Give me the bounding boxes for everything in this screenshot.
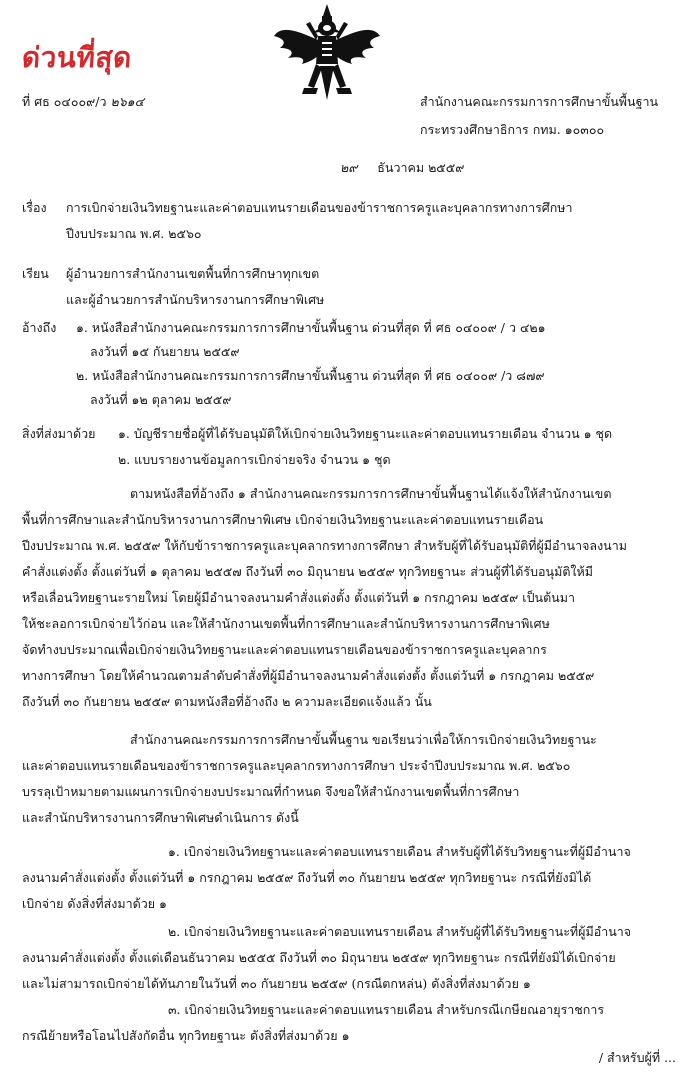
paragraph-line: เบิกจ่าย ดังสิ่งที่ส่งมาด้วย ๑ [22, 896, 167, 911]
agency-name: สำนักงานคณะกรรมการการศึกษาขั้นพื้นฐาน [420, 94, 659, 109]
paragraph-line: และค่าตอบแทนรายเดือนของข้าราชการครูและบุคลากรทางการศึกษา ประจำปีงบประมาณ พ.ศ. ๒๕๖๐ [22, 758, 571, 773]
paragraph-line: ลงนามคำสั่งแต่งตั้ง ตั้งแต่เดือนธันวาคม ๒๕๕๕ ถึงวันที่ ๓๐ มิถุนายน ๒๕๕๙ ทุกวิทยฐานะ กรณีที่ยังมิได้เบิกจ่าย [22, 950, 616, 965]
references-label: อ้างถึง [22, 320, 57, 335]
urgency-stamp: ด่วนที่สุด [20, 41, 133, 74]
paragraph-line: ๒. เบิกจ่ายเงินวิทยฐานะและค่าตอบแทนรายเดือน สำหรับผู้ที่ได้รับวิทยฐานะที่ผู้มีอำนาจ [168, 924, 632, 939]
reference-number [22, 92, 144, 112]
recipient-label: เรียน [22, 266, 49, 281]
page-continuation: / สำหรับผู้ที่ ... [598, 1050, 676, 1065]
paragraph-line: ปีงบประมาณ พ.ศ. ๒๕๕๙ ให้กับข้าราชการครูและบุคลากรทางการศึกษา สำหรับผู้ที่ได้รับอนุมัติที่ผู้มีอำนาจลงนาม [22, 538, 627, 553]
subject-label: เรื่อง [22, 200, 47, 215]
reference-number-handwritten: ๒๖๑๔ [110, 94, 145, 109]
paragraph-line: ๑. เบิกจ่ายเงินวิทยฐานะและค่าตอบแทนรายเดือน สำหรับผู้ที่ได้รับวิทยฐานะที่ผู้มีอำนาจ [168, 844, 631, 859]
paragraph-line: ทางการศึกษา โดยให้คำนวณตามลำดับคำสั่งที่ผู้มีอำนาจลงนามคำสั่งแต่งตั้ง ตั้งแต่วันที่ ๑ กรกฎาคม ๒๕๕๙ [22, 668, 595, 683]
paragraph-line: จัดทำงบประมาณเพื่อเบิกจ่ายเงินวิทยฐานะและค่าตอบแทนรายเดือนของข้าราชการครูและบุคลากร [22, 642, 547, 657]
paragraph-line: และไม่สามารถเบิกจ่ายได้ทันภายในวันที่ ๓๐ กันยายน ๒๕๕๙ (กรณีตกหล่น) ดังสิ่งที่ส่งมาด้วย ๑ [22, 976, 531, 991]
paragraph-line: บรรลุเป้าหมายตามแผนการเบิกจ่ายงบประมาณที่กำหนด จึงขอให้สำนักงานเขตพื้นที่การศึกษา [22, 784, 520, 799]
garuda-emblem-icon [270, 2, 385, 102]
paragraph-line: คำสั่งแต่งตั้ง ตั้งแต่วันที่ ๑ ตุลาคม ๒๕๕๗ ถึงวันที่ ๓๐ มิถุนายน ๒๕๕๙ ทุกวิทยฐานะ ส่วนผู้ที่ได้รับอนุมัติให้มี [22, 564, 594, 579]
paragraph-line: หรือเลื่อนวิทยฐานะรายใหม่ โดยผู้มีอำนาจลงนามคำสั่งแต่งตั้ง ตั้งแต่วันที่ ๑ กรกฎาคม ๒๕๕๙ เป็นต้นมา [22, 590, 575, 605]
enclosures-label: สิ่งที่ส่งมาด้วย [22, 426, 96, 441]
subject-line-1: การเบิกจ่ายเงินวิทยฐานะและค่าตอบแทนรายเดือนของข้าราชการครูและบุคลากรทางการศึกษา [66, 200, 573, 215]
paragraph-line: สำนักงานคณะกรรมการการศึกษาขั้นพื้นฐาน ขอเรียนว่าเพื่อให้การเบิกจ่ายเงินวิทยฐานะ [130, 732, 597, 747]
date-month-year: ธันวาคม ๒๕๕๙ [377, 160, 465, 175]
reference-item-2: ๒. หนังสือสำนักงานคณะกรรมการการศึกษาขั้นพื้นฐาน ด่วนที่สุด ที่ ศธ ๐๔๐๐๙ /ว ๘๗๙ [76, 368, 545, 383]
date-day-handwritten: ๒๙ [340, 160, 358, 175]
reference-item-2-date: ลงวันที่ ๑๒ ตุลาคม ๒๕๕๙ [90, 392, 232, 407]
enclosure-item-2: ๒. แบบรายงานข้อมูลการเบิกจ่ายจริง จำนวน ๑ ชุด [118, 452, 391, 467]
paragraph-line: ๓. เบิกจ่ายเงินวิทยฐานะและค่าตอบแทนรายเดือน สำหรับกรณีเกษียณอายุราชการ [168, 1002, 605, 1017]
reference-item-1: ๑. หนังสือสำนักงานคณะกรรมการการศึกษาขั้นพื้นฐาน ด่วนที่สุด ที่ ศธ ๐๔๐๐๙ / ว ๔๒๑ [76, 320, 546, 335]
enclosure-item-1: ๑. บัญชีรายชื่อผู้ที่ได้รับอนุมัติให้เบิกจ่ายเงินวิทยฐานะและค่าตอบแทนรายเดือน จำนวน ๑ ชุด [118, 426, 613, 441]
paragraph-line: ตามหนังสือที่อ้างถึง ๑ สำนักงานคณะกรรมการการศึกษาขั้นพื้นฐานได้แจ้งให้สำนักงานเขต [130, 486, 612, 501]
paragraph-line: ให้ชะลอการเบิกจ่ายไว้ก่อน และให้สำนักงานเขตพื้นที่การศึกษาและสำนักบริหารงานการศึกษาพิเศษ [22, 616, 550, 631]
subject-line-2: ปีงบประมาณ พ.ศ. ๒๕๖๐ [66, 226, 202, 241]
recipient-line-1: ผู้อำนวยการสำนักงานเขตพื้นที่การศึกษาทุกเขต [66, 266, 320, 281]
paragraph-line: ถึงวันที่ ๓๐ กันยายน ๒๕๕๙ ตามหนังสือที่อ้างถึง ๒ ความละเอียดแจ้งแล้ว นั้น [22, 694, 432, 709]
reference-item-1-date: ลงวันที่ ๑๕ กันยายน ๒๕๕๙ [90, 344, 240, 359]
document-date [340, 158, 464, 178]
paragraph-line: กรณีย้ายหรือโอนไปสังกัดอื่น ทุกวิทยฐานะ ดังสิ่งที่ส่งมาด้วย ๑ [22, 1028, 350, 1043]
paragraph-line: พื้นที่การศึกษาและสำนักบริหารงานการศึกษาพิเศษ เบิกจ่ายเงินวิทยฐานะและค่าตอบแทนรายเดือน [22, 512, 544, 527]
recipient-line-2: และผู้อำนวยการสำนักบริหารงานการศึกษาพิเศษ [66, 292, 325, 307]
reference-number-prefix: ที่ ศธ ๐๔๐๐๙/ว [22, 94, 107, 109]
paragraph-line: ลงนามคำสั่งแต่งตั้ง ตั้งแต่วันที่ ๑ กรกฎาคม ๒๕๕๙ ถึงวันที่ ๓๐ กันยายน ๒๕๕๙ ทุกวิทยฐานะ กรณีที่ยังมิได้ [22, 870, 592, 885]
paragraph-line: และสำนักบริหารงานการศึกษาพิเศษดำเนินการ ดังนี้ [22, 810, 299, 825]
agency-address: กระทรวงศึกษาธิการ กทม. ๑๐๓๐๐ [420, 122, 605, 137]
